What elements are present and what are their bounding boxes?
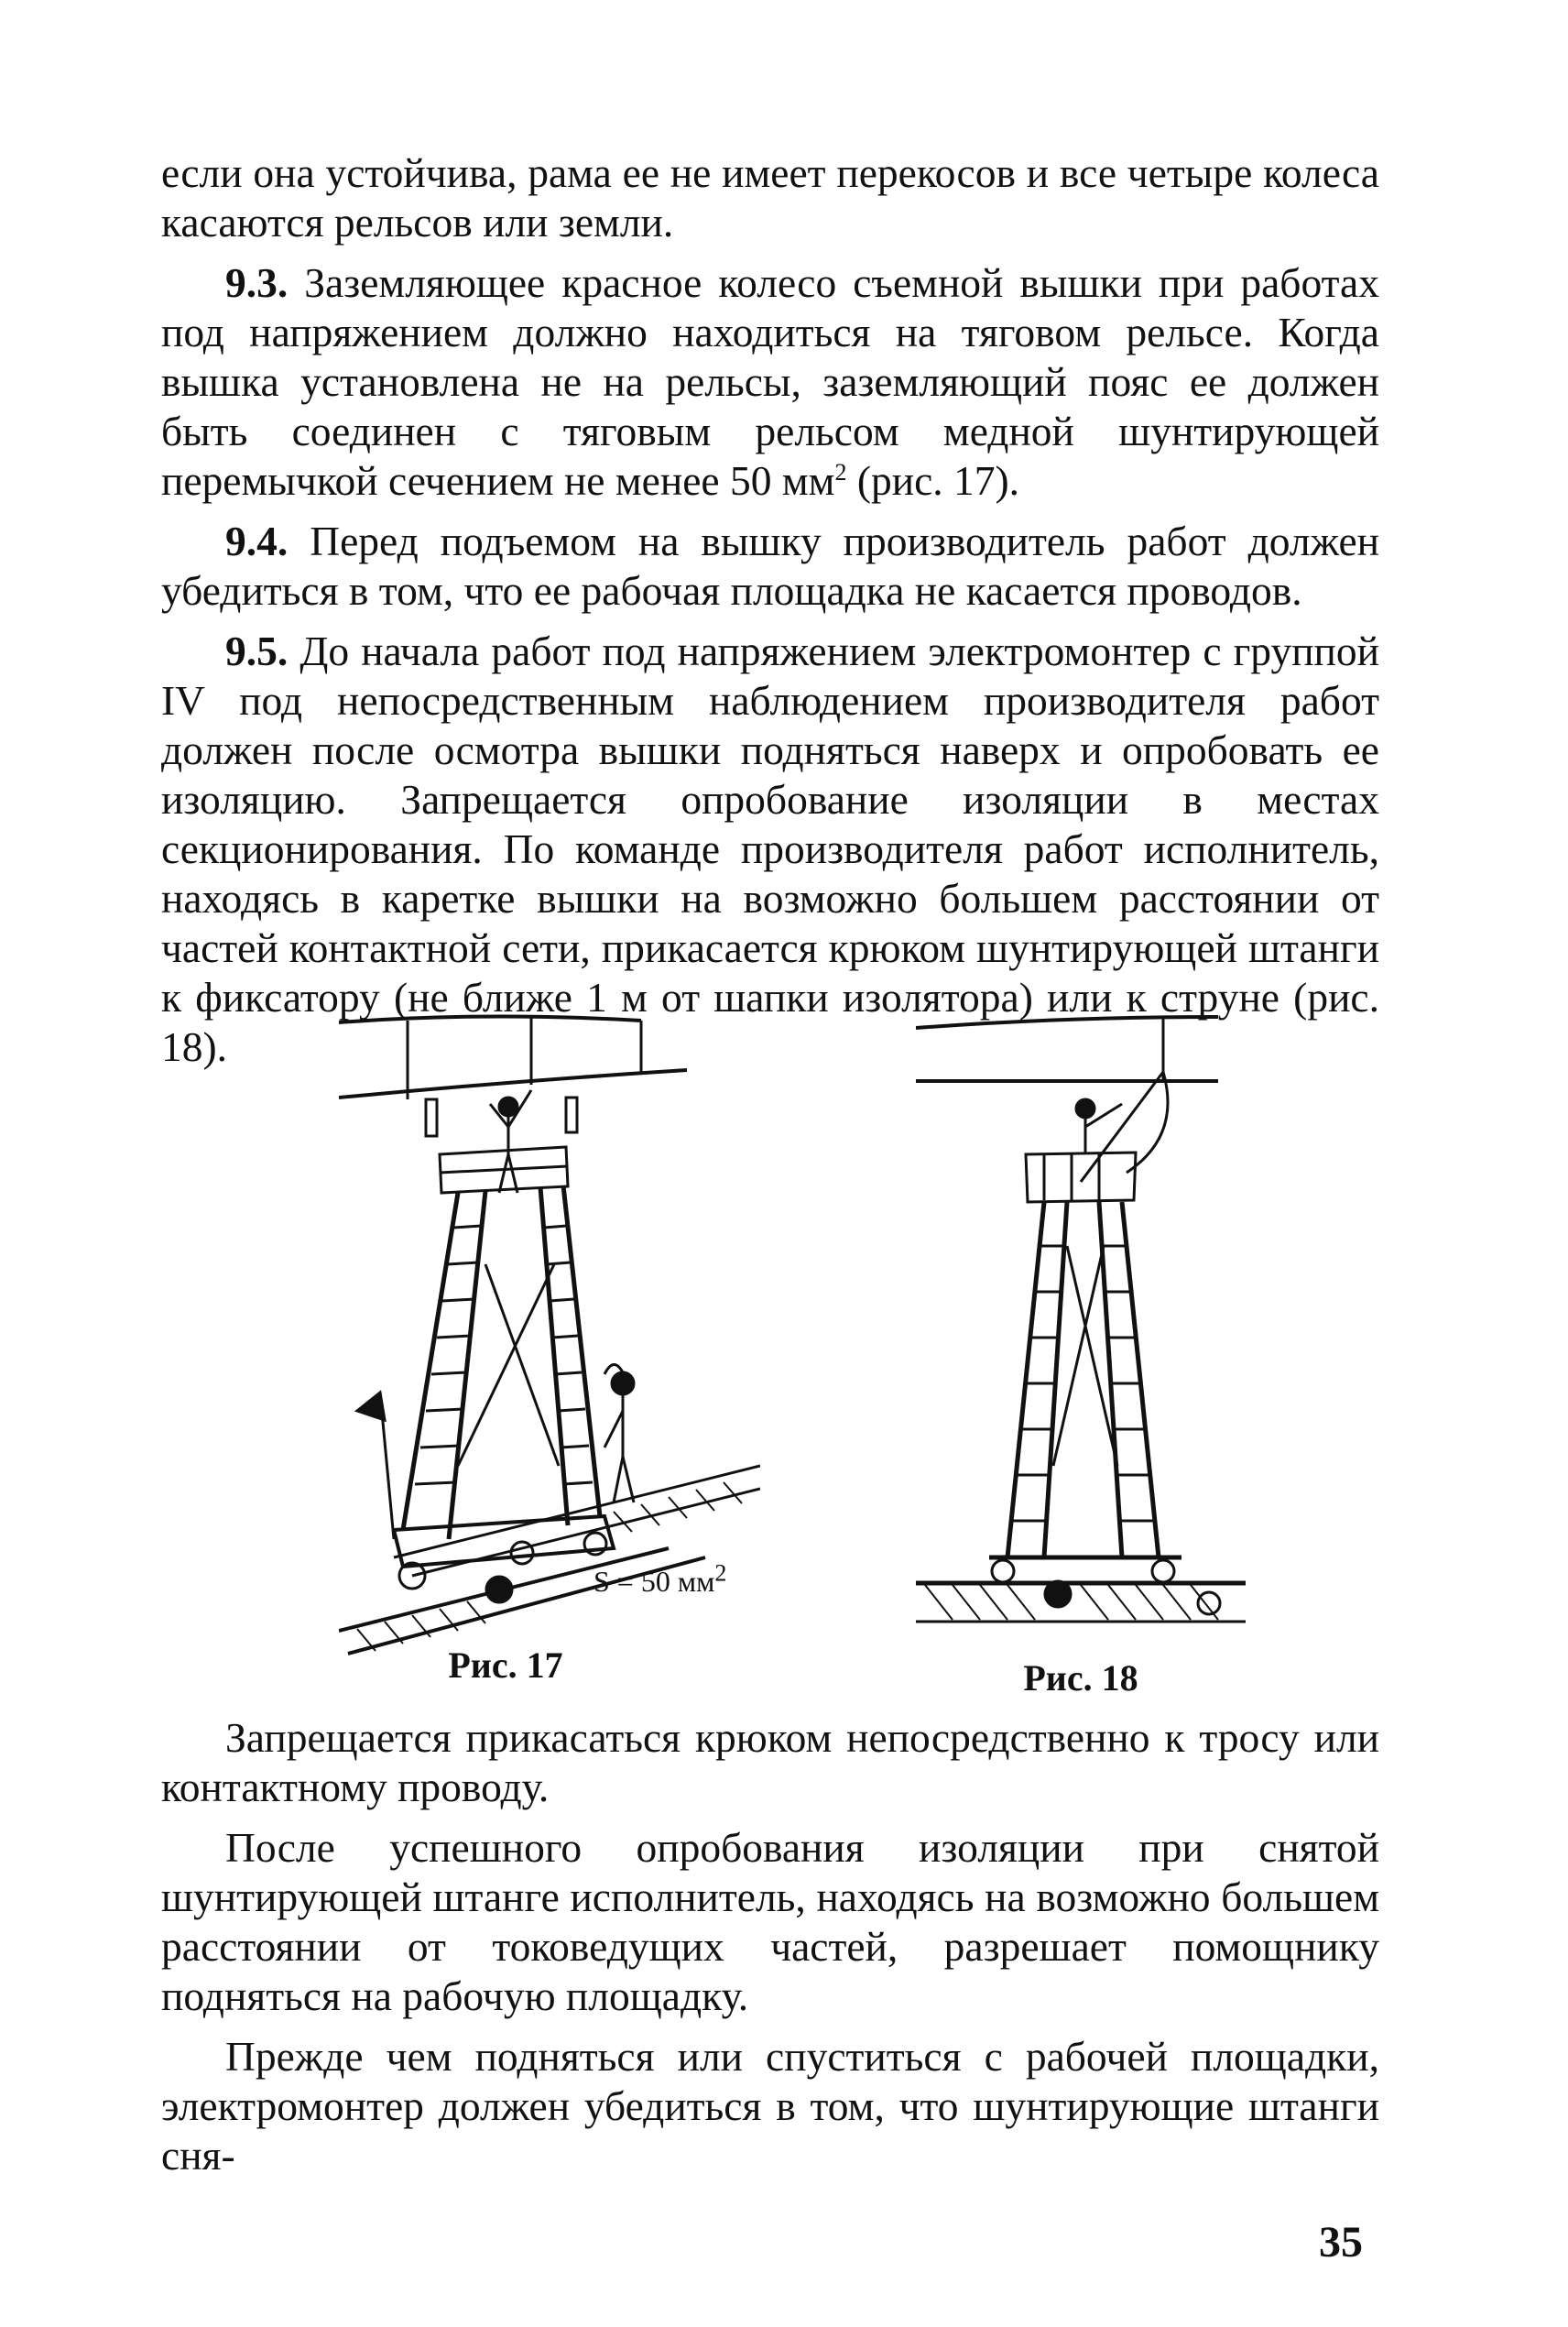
figure-17-label xyxy=(593,1559,727,1599)
paragraph-text: Перед подъемом на вышку производитель работ должен убедиться в том, что ее рабочая площадка не касается проводов. xyxy=(161,518,1379,614)
cross-section-label: S = 50 мм xyxy=(593,1565,715,1598)
clause-number: 9.4. xyxy=(225,518,289,564)
text-block-top xyxy=(161,148,1379,1072)
figure-17-caption: Рис. 17 xyxy=(448,1644,563,1686)
figure-18-illustration xyxy=(916,989,1246,1649)
paragraph xyxy=(161,1823,1379,2021)
paragraph-text: если она устойчива, рама ее не имеет перекосов и все четыре колеса касаются рельсов или земли. xyxy=(161,149,1379,246)
paragraph-text: До начала работ под напряжением электромонтер с группой IV под непосредственным наблюдением производителя работ должен после осмотра вышки подняться наверх и опробовать ее изоляцию. Запрещается опробование изоляции в местах секционирования. По команде производителя работ исполнитель, находясь в каретке вышки на возможно большем расстоянии от частей контактной сети, прикасается крюком шунтирующей штанги к фиксатору (не ближе 1 м от шапки изолятора) или к струне (рис. 18). xyxy=(161,628,1379,1070)
page-number: 35 xyxy=(1319,2218,1363,2267)
paragraph-text-tail: (рис. 17). xyxy=(846,457,1020,504)
clause-number: 9.3. xyxy=(225,259,289,306)
paragraph-continuation xyxy=(161,148,1379,247)
text-block-bottom xyxy=(161,1713,1379,2180)
figure-17-illustration xyxy=(339,989,760,1658)
paragraph-text: Заземляющее красное колесо съемной вышки при работах под напряжением должно находиться на тяговом рельсе. Когда вышка установлена не на рельсы, заземляющий пояс ее должен быть соединен с тяговым рельсом медной шунтирующей перемычкой сечением не менее 50 мм xyxy=(161,259,1379,504)
superscript: 2 xyxy=(834,458,847,486)
clause-number: 9.5. xyxy=(225,628,289,674)
paragraph-9-4 xyxy=(161,517,1379,616)
paragraph-text: Запрещается прикасаться крюком непосредственно к тросу или контактному проводу. xyxy=(161,1714,1379,1810)
paragraph-9-3 xyxy=(161,258,1379,506)
superscript: 2 xyxy=(714,1559,727,1587)
figure-18-caption: Рис. 18 xyxy=(1023,1657,1138,1699)
paragraph xyxy=(161,1713,1379,1812)
paragraph-text: После успешного опробования изоляции при снятой шунтирующей штанге исполнитель, находясь на возможно большем расстоянии от токоведущих частей, разрешает помощнику подняться на рабочую площадку. xyxy=(161,1824,1379,2019)
paragraph xyxy=(161,2032,1379,2180)
paragraph-text: Прежде чем подняться или спуститься с рабочей площадки, электромонтер должен убедиться в том, что шунтирующие штанги сня- xyxy=(161,2033,1379,2179)
